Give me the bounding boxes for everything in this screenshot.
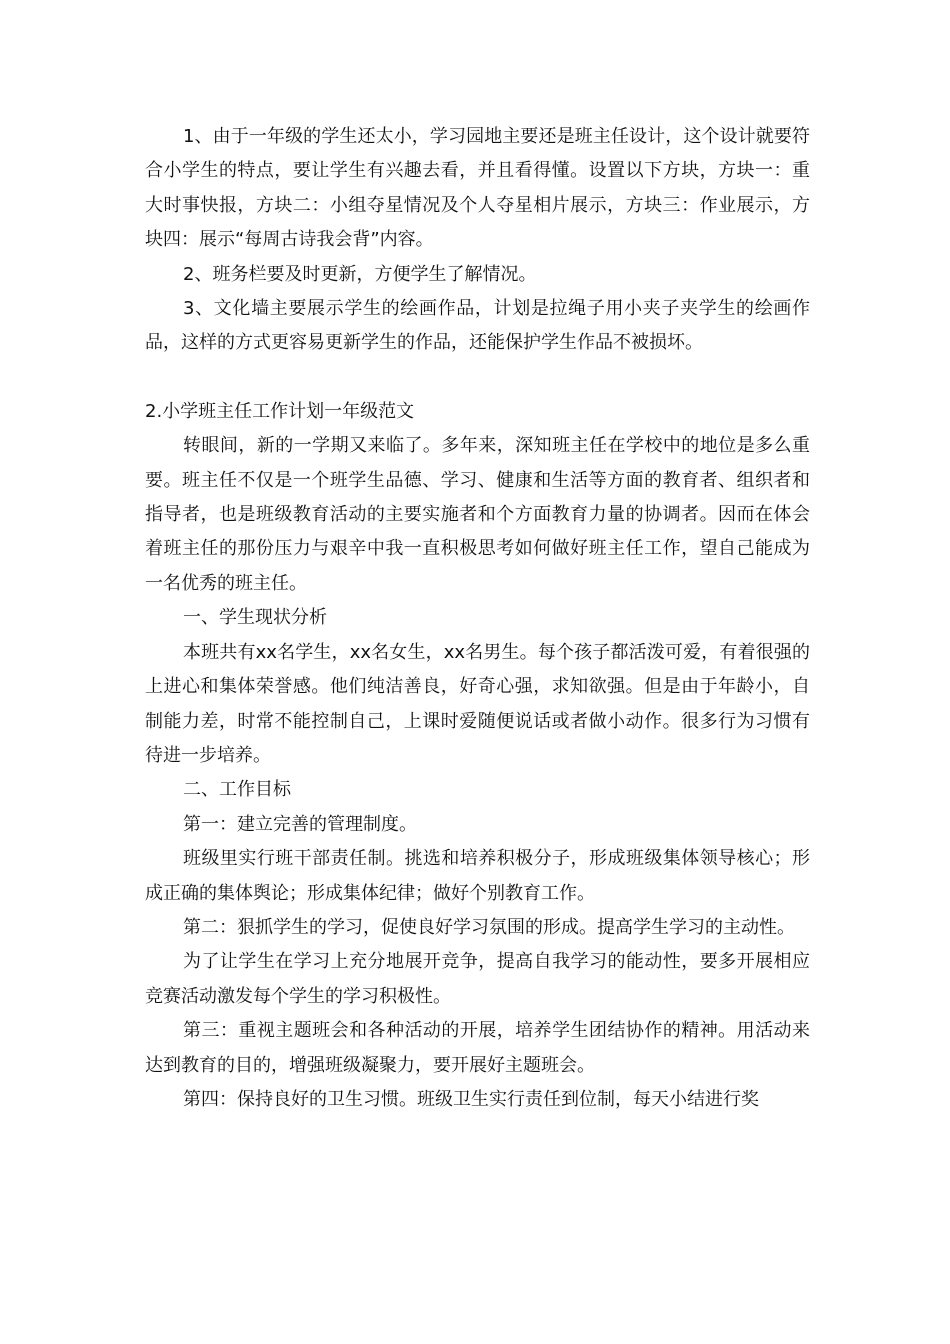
goal-two-detail: 为了让学生在学习上充分地展开竞争，提高自我学习的能动性，要多开展相应竞赛活动激发每个学生的学习积极性。 — [145, 951, 810, 1007]
paragraph-learning-corner: 1、由于一年级的学生还太小，学习园地主要还是班主任设计，这个设计就要符合小学生的特点，要让学生有兴趣去看，并且看得懂。设置以下方块，方块一：重大时事快报，方块二：小组夺星情况及个人夺星相片展示，方块三：作业展示，方块四：展示“每周古诗我会背”内容。 — [145, 126, 810, 251]
goal-four: 第四：保持良好的卫生习惯。班级卫生实行责任到位制，每天小结进行奖 — [183, 1088, 759, 1110]
document-page — [145, 120, 810, 1117]
paragraph-class-board: 2、班务栏要及时更新，方便学生了解情况。 — [183, 263, 537, 285]
paragraph-student-analysis: 本班共有xx名学生，xx名女生，xx名男生。每个孩子都活泼可爱，有着很强的上进心和集体荣誉感。他们纯洁善良，好奇心强，求知欲强。但是由于年龄小，自制能力差，时常不能控制自己，上课时爱随便说话或者做小动作。很多行为习惯有待进一步培养。 — [145, 641, 810, 766]
subheading-work-goals: 二、工作目标 — [183, 779, 291, 801]
goal-one-detail: 班级里实行班干部责任制。挑选和培养积极分子，形成班级集体领导核心；形成正确的集体舆论；形成集体纪律；做好个别教育工作。 — [145, 848, 810, 904]
paragraph-culture-wall: 3、文化墙主要展示学生的绘画作品，计划是拉绳子用小夹子夹学生的绘画作品，这样的方式更容易更新学生的作品，还能保护学生作品不被损坏。 — [145, 298, 810, 354]
goal-three: 第三：重视主题班会和各种活动的开展，培养学生团结协作的精神。用活动来达到教育的目的，增强班级凝聚力，要开展好主题班会。 — [145, 1020, 810, 1076]
goal-two-title: 第二：狠抓学生的学习，促使良好学习氛围的形成。提高学生学习的主动性。 — [183, 916, 795, 938]
paragraph-intro: 转眼间，新的一学期又来临了。多年来，深知班主任在学校中的地位是多么重要。班主任不仅是一个班学生品德、学习、健康和生活等方面的教育者、组织者和指导者，也是班级教育活动的主要实施者和个方面教育力量的协调者。因而在体会着班主任的那份压力与艰辛中我一直积极思考如何做好班主任工作，望自己能成为一名优秀的班主任。 — [145, 435, 810, 594]
subheading-student-analysis: 一、学生现状分析 — [183, 607, 327, 629]
section-heading: 2.小学班主任工作计划一年级范文 — [145, 400, 415, 422]
goal-one-title: 第一：建立完善的管理制度。 — [183, 813, 417, 835]
